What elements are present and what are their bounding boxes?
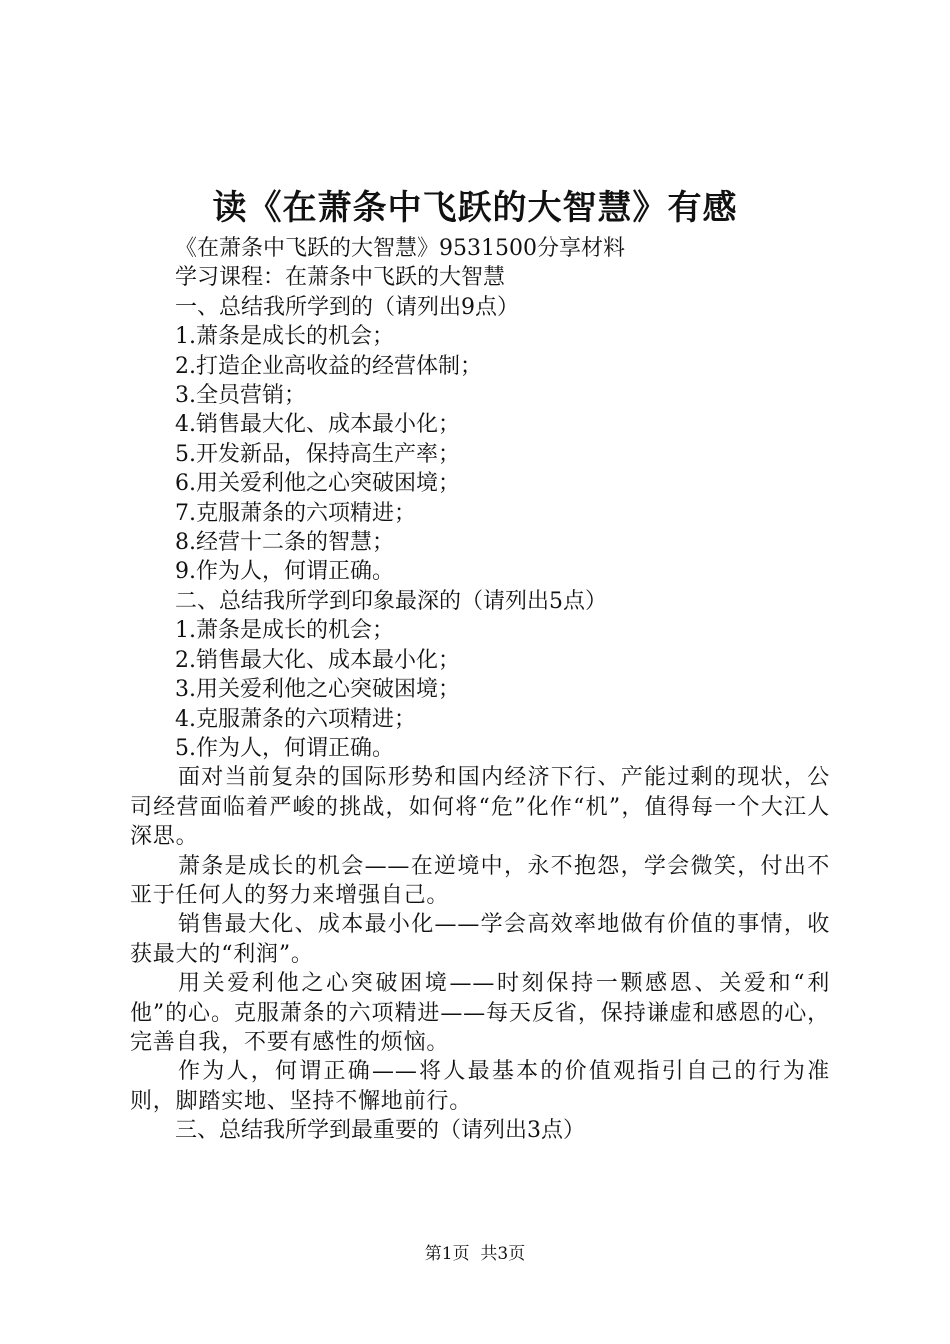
list-item: 1.萧条是成长的机会； <box>175 618 394 644</box>
section-heading: 二、总结我所学到印象最深的（请列出5点） <box>175 588 607 614</box>
list-item: 3.用关爱利他之心突破困境； <box>175 677 460 703</box>
page-footer: 第1页 共3页 <box>424 1244 526 1264</box>
list-item: 6.用关爱利他之心突破困境； <box>175 471 460 497</box>
list-item: 2.打造企业高收益的经营体制； <box>175 353 482 379</box>
list-item: 2.销售最大化、成本最小化； <box>175 647 460 673</box>
list-item: 4.克服萧条的六项精进； <box>175 706 416 732</box>
text-line: 学习课程：在萧条中飞跃的大智慧 <box>175 265 506 291</box>
body-paragraph: 用关爱利他之心突破困境——时刻保持一颗感恩、关爱和“利他”的心。克服萧条的六项精进——每天反省，保持谦虚和感恩的心，完善自我，不要有感性的烦恼。 <box>130 971 830 1055</box>
list-item: 5.开发新品，保持高生产率； <box>175 441 460 467</box>
body-paragraph: 萧条是成长的机会——在逆境中，永不抱怨，学会微笑，付出不亚于任何人的努力来增强自己。 <box>130 853 830 908</box>
list-item: 5.作为人，何谓正确。 <box>175 735 394 761</box>
body-paragraph: 销售最大化、成本最小化——学会高效率地做有价值的事情，收获最大的“利润”。 <box>130 912 830 967</box>
body-paragraph: 面对当前复杂的国际形势和国内经济下行、产能过剩的现状，公司经营面临着严峻的挑战，如何将“危”化作“机”，值得每一个大江人深思。 <box>130 765 830 850</box>
section-heading: 一、总结我所学到的（请列出9点） <box>175 294 519 320</box>
document-body <box>130 234 830 1146</box>
section-heading: 三、总结我所学到最重要的（请列出3点） <box>175 1118 585 1144</box>
document-title: 读《在萧条中飞跃的大智慧》有感 <box>212 188 738 228</box>
text-line: 《在萧条中飞跃的大智慧》9531500分享材料 <box>175 236 625 261</box>
body-paragraph: 作为人，何谓正确——将人最基本的价值观指引自己的行为准则，脚踏实地、坚持不懈地前行。 <box>130 1059 830 1114</box>
list-item: 1.萧条是成长的机会； <box>175 324 394 350</box>
list-item: 4.销售最大化、成本最小化； <box>175 412 460 438</box>
list-item: 8.经营十二条的智慧； <box>175 530 394 556</box>
list-item: 9.作为人，何谓正确。 <box>175 559 394 585</box>
list-item: 3.全员营销； <box>175 383 306 409</box>
list-item: 7.克服萧条的六项精进； <box>175 500 416 526</box>
